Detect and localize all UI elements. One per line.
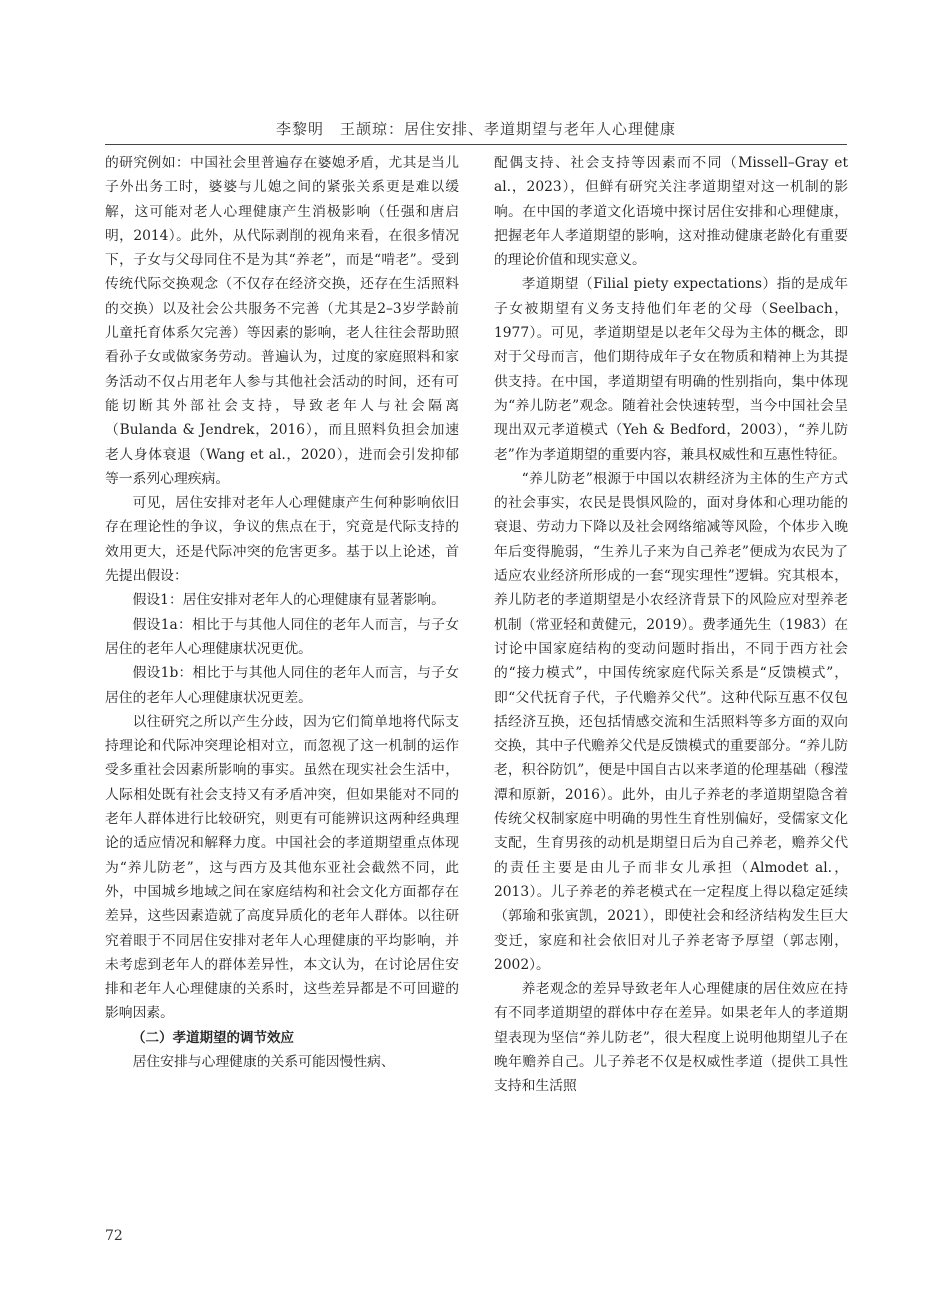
paragraph: 以往研究之所以产生分歧，因为它们简单地将代际支持理论和代际冲突理论相对立，而忽视了这一机制的运作受多重社会因素所影响的事实。虽然在现实社会生活中，人际相处既有社会支持又有矛盾冲突，但如果能对不同的老年人群体进行比较研究，则更有可能辨识这两种经典理论的适应情况和解释力度。中国社会的孝道期望重点体现为“养儿防老”，这与西方及其他东亚社会截然不同，此外，中国城乡地域之间在家庭结构和社会文化方面都存在差异，这些因素造就了高度异质化的老年人群体。以往研究着眼于不同居住安排对老年人心理健康的平均影响，并未考虑到老年人的群体差异性，本文认为，在讨论居住安排和老年人心理健康的关系时，这些差异都是不可回避的影响因素。	[105, 713, 459, 1022]
paragraph: 孝道期望（Filial piety expectations）指的是成年子女被期望有义务支持他们年老的父母（Seelbach，1977）。可见，孝道期望是以老年父母为主体的概念，即对于父母而言，他们期待成年子女在物质和精神上为其提供支持。在中国，孝道期望有明确的性别指向，集中体现为“养儿防老”观念。随着社会快速转型，当今中国社会呈现出双元孝道模式（Yeh & Bedford，2003），“养儿防老”作为孝道期望的重要内容，兼具权威性和互惠性特征。	[494, 276, 848, 463]
hypothesis-1: 假设1：居住安排对老年人的心理健康有显著影响。	[132, 592, 445, 609]
page-number: 72	[105, 1228, 123, 1244]
section-subheading: （二）孝道期望的调节效应	[132, 1029, 294, 1046]
right-column	[494, 151, 848, 1099]
paragraph: 配偶支持、社会支持等因素而不同（Missell–Gray et al.，2023），但鲜有研究关注孝道期望对这一机制的影响。在中国的孝道文化语境中探讨居住安排和心理健康，把握老年人孝道期望的影响，这对推动健康老龄化有重要的理论价值和现实意义。	[494, 155, 848, 269]
paragraph: 养老观念的差异导致老年人心理健康的居住效应在持有不同孝道期望的群体中存在差异。如果老年人的孝道期望表现为坚信“养儿防老”，很大程度上说明他期望儿子在晚年赡养自己。儿子养老不仅是权威性孝道（提供工具性支持和生活照	[494, 981, 848, 1095]
hypothesis-1a: 假设1a：相比于与其他人同住的老年人而言，与子女居住的老年人心理健康状况更优。	[105, 616, 459, 657]
hypothesis-1b: 假设1b：相比于与其他人同住的老年人而言，与子女居住的老年人心理健康状况更差。	[105, 665, 459, 706]
paragraph: “养儿防老”根源于中国以农耕经济为主体的生产方式的社会事实，农民是畏惧风险的，面对身体和心理功能的衰退、劳动力下降以及社会网络缩减等风险，个体步入晚年后变得脆弱，“生养儿子来为自己养老”便成为农民为了适应农业经济所形成的一套“现实理性”逻辑。究其根本，养儿防老的孝道期望是小农经济背景下的风险应对型养老机制（常亚轻和黄健元，2019）。费孝通先生（1983）在讨论中国家庭结构的变动问题时指出，不同于西方社会的“接力模式”，中国传统家庭代际关系是“反馈模式”，即“父代抚育子代，子代赡养父代”。这种代际互惠不仅包括经济互换，还包括情感交流和生活照料等多方面的双向交换，其中子代赡养父代是反馈模式的重要部分。“养儿防老，积谷防饥”，便是中国自古以来孝道的伦理基础（穆滢潭和原新，2016）。此外，由儿子养老的孝道期望隐含着传统父权制家庭中明确的男性生育性别偏好，受儒家文化支配，生育男孩的动机是期望日后为自己养老，赡养父代的责任主要是由儿子而非女儿承担（Almodet al.，2013）。儿子养老的养老模式在一定程度上得以稳定延续（郭瑜和张寅凯，2021），即使社会和经济结构发生巨大变迁，家庭和社会依旧对儿子养老寄予厚望（郭志刚，2002）。	[494, 470, 848, 973]
paragraph: 居住安排与心理健康的关系可能因慢性病、	[132, 1053, 395, 1070]
paragraph: 可见，居住安排对老年人心理健康产生何种影响依旧存在理论性的争议，争议的焦点在于，究竟是代际支持的效用更大，还是代际冲突的危害更多。基于以上论述，首先提出假设：	[105, 495, 459, 585]
left-column	[105, 151, 459, 1074]
running-header: 李黎明 王颉琼：居住安排、孝道期望与老年人心理健康	[275, 120, 676, 138]
paragraph: 的研究例如：中国社会里普遍存在婆媳矛盾，尤其是当儿子外出务工时，婆婆与儿媳之间的紧张关系更是难以缓解，这可能对老人心理健康产生消极影响（任强和唐启明，2014）。此外，从代际剥削的视角来看，在很多情况下，子女与父母同住不是为其“养老”，而是“啃老”。受到传统代际交换观念（不仅存在经济交换，还存在生活照料的交换）以及社会公共服务不完善（尤其是2–3岁学龄前儿童托育体系欠完善）等因素的影响，老人往往会帮助照看孙子女或做家务劳动。普遍认为，过度的家庭照料和家务活动不仅占用老年人参与其他社会活动的时间，还有可能切断其外部社会支持，导致老年人与社会隔离（Bulanda & Jendrek，2016），而且照料负担会加速老人身体衰退（Wang et al.，2020），进而会引发抑郁等一系列心理疾病。	[105, 155, 459, 487]
header-rule	[105, 144, 847, 145]
